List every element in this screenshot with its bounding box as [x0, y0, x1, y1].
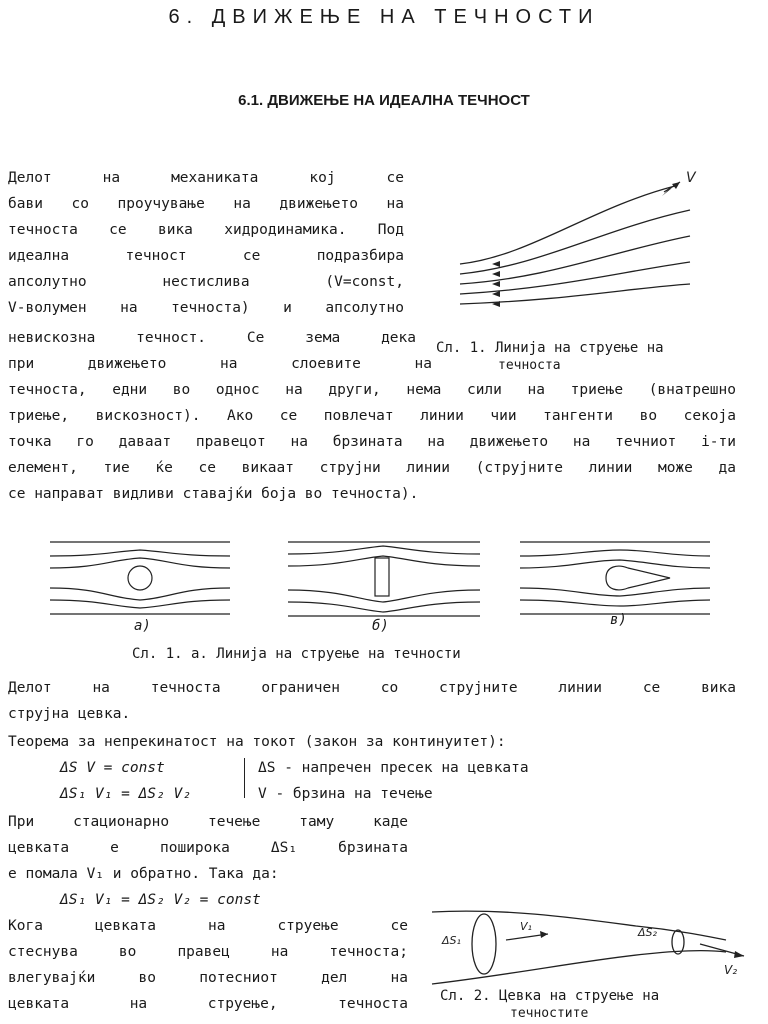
- velocity-label: V: [686, 170, 696, 186]
- equation-divider: [244, 758, 245, 798]
- paragraph-line: триење, вискозност). Ако се повлечат линии чии тангенти во секоја: [8, 408, 736, 424]
- figure-caption: Сл. 2. Цевка на струење на: [440, 988, 660, 1004]
- subfigure-label: б): [372, 618, 389, 634]
- subfigure-label: а): [134, 618, 151, 634]
- paragraph-line: се направат видливи ставајќи боја во течноста).: [8, 486, 419, 502]
- cross-section-2-label: ΔS₂: [638, 926, 657, 939]
- paragraph-line: Кога цевката на струење се: [8, 918, 408, 934]
- chapter-title: 6. ДВИЖЕЊЕ НА ТЕЧНОСТИ: [168, 6, 600, 28]
- paragraph-line: V-волумен на течноста) и апсолутно: [8, 300, 404, 316]
- paragraph-line: При стационарно течење таму каде: [8, 814, 408, 830]
- equation: ΔS₁ V₁ = ΔS₂ V₂ = const: [60, 892, 261, 908]
- paragraph-line: апсолутно нестислива (V=const,: [8, 274, 404, 290]
- section-title: 6.1. ДВИЖЕЊЕ НА ИДЕАЛНА ТЕЧНОСТ: [238, 92, 530, 109]
- definition: ΔS - напречен пресек на цевката: [258, 760, 529, 776]
- paragraph-line: е помала V₁ и обратно. Така да:: [8, 866, 279, 882]
- paragraph-line: цевката на струење, течноста: [8, 996, 408, 1012]
- paragraph-line: цевката е поширока ΔS₁ брзината: [8, 840, 408, 856]
- equation: ΔS V = const: [60, 760, 165, 776]
- velocity-2-label: V₂: [724, 963, 738, 977]
- paragraph-line: Делот на течноста ограничен со струјните линии се вика: [8, 680, 736, 696]
- paragraph-line: точка го даваат правецот на брзината на движењето на течниот i-ти: [8, 434, 736, 450]
- paragraph-line: бави со проучување на движењето на: [8, 196, 404, 212]
- stream-tube-figure: [426, 900, 756, 988]
- figure-caption: Сл. 1. Линија на струење на: [436, 340, 664, 356]
- figure-caption: Сл. 1. а. Линија на струење на течности: [132, 646, 461, 662]
- paragraph-line: течноста, едни во однос на други, нема сили на триење (внатрешно: [8, 382, 736, 398]
- paragraph-line: при движењето на слоевите на: [8, 356, 432, 372]
- figure-caption: течностите: [510, 1006, 589, 1021]
- paragraph-line: невискозна течност. Се зема дека: [8, 330, 416, 346]
- cross-section-1-label: ΔS₁: [442, 934, 461, 947]
- definition: V - брзина на течење: [258, 786, 433, 802]
- subfigure-label: в): [610, 612, 627, 628]
- paragraph-line: Теорема за непрекинатост на токот (закон за континуитет):: [8, 734, 506, 750]
- paragraph-line: идеална течност се подразбира: [8, 248, 404, 264]
- figure-caption: течноста: [498, 358, 561, 373]
- paragraph-line: стеснува во правец на течноста;: [8, 944, 408, 960]
- equation: ΔS₁ V₁ = ΔS₂ V₂: [60, 786, 191, 802]
- paragraph-line: Делот на механиката кој се: [8, 170, 404, 186]
- streamline-figure: [440, 168, 720, 318]
- paragraph-line: течноста се вика хидродинамика. Под: [8, 222, 404, 238]
- paragraph-line: струјна цевка.: [8, 706, 131, 722]
- paragraph-line: елемент, тие ќе се викаат струјни линии (струјните линии може да: [8, 460, 736, 476]
- velocity-1-label: V₁: [520, 920, 532, 933]
- paragraph-line: влегувајќи во потесниот дел на: [8, 970, 408, 986]
